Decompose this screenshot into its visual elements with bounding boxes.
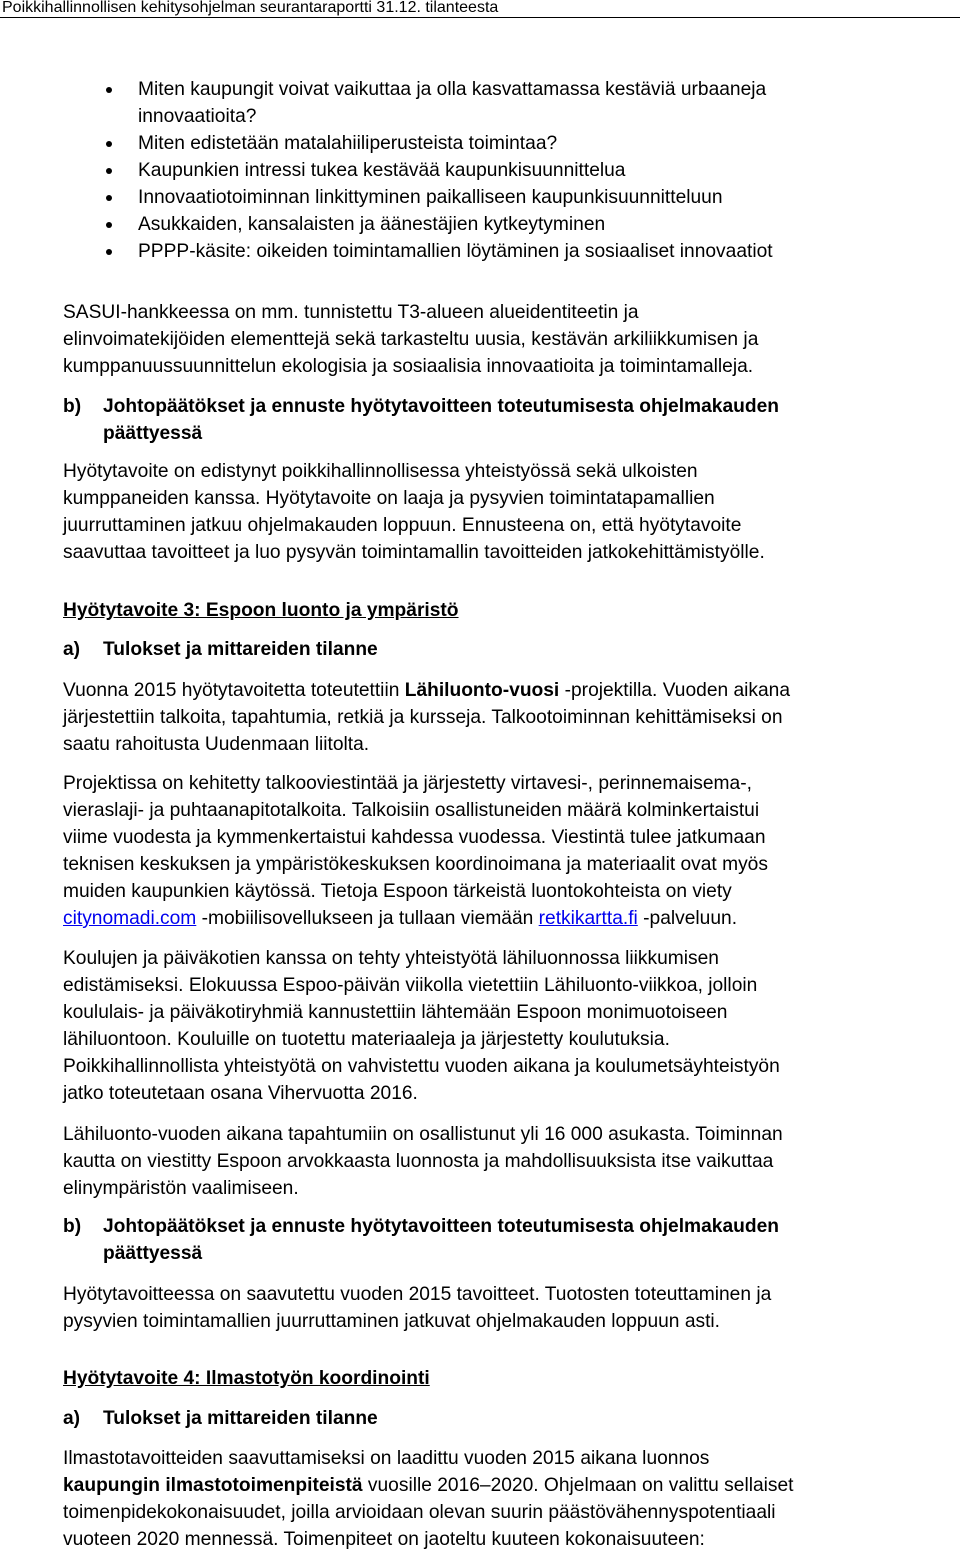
text-line: kautta on viestitty Espoon arvokkaasta luonnosta ja mahdollisuuksista itse vaikuttaa — [63, 1151, 774, 1172]
list-item — [0, 76, 938, 130]
heading-label: a) — [63, 1408, 81, 1429]
heading-label: b) — [63, 1216, 82, 1237]
list-item-text: Miten edistetään matalahiiliperusteista toimintaa? — [138, 133, 558, 154]
heading-text: päättyessä — [103, 423, 203, 444]
section-heading-conclusions — [63, 393, 960, 447]
heading-text: Tulokset ja mittareiden tilanne — [103, 639, 378, 660]
citynomadi-link[interactable]: citynomadi.com — [63, 908, 197, 929]
page-header — [0, 0, 960, 18]
text-line: juurruttaminen jatkuu ohjelmakauden loppuun. Ennusteena on, että hyötytavoite — [63, 515, 742, 536]
text-line: Hyötytavoite on edistynyt poikkihallinnollisessa yhteistyössä sekä ulkoisten — [63, 461, 698, 482]
text-line: -mobiilisovellukseen ja tullaan viemään — [196, 908, 539, 929]
conclusion-paragraph — [63, 458, 960, 566]
title-text: Hyötytavoite 3: Espoon luonto ja ympäristö — [63, 600, 459, 621]
text-line: elinympäristön vaalimiseen. — [63, 1178, 299, 1199]
text-line: pysyvien toimintamallien juurruttaminen jatkuvat ohjelmakauden loppuun asti. — [63, 1311, 721, 1332]
heading-label: b) — [63, 396, 82, 417]
list-item — [0, 238, 938, 265]
bold-text: kaupungin ilmastotoimenpiteistä — [63, 1475, 363, 1496]
goal3-results-heading — [63, 636, 960, 663]
heading-text: päättyessä — [103, 1243, 203, 1264]
text-line: kumppanuussuunnittelun ekologisia ja sosiaalisia innovaatioita ja toimintamalleja. — [63, 356, 754, 377]
text-line: vuosille 2016–2020. Ohjelmaan on valittu sellaiset — [362, 1475, 794, 1496]
text-line: viime vuodesta ja kymmenkertaistui kahdessa vuodessa. Viestintä tulee jatkumaan — [63, 827, 766, 848]
goal3-title — [63, 597, 960, 624]
bold-text: Lähiluonto-vuosi — [404, 680, 560, 701]
text-line: jatko toteutetaan osana Vihervuotta 2016. — [63, 1083, 418, 1104]
question-list — [0, 76, 938, 265]
heading-label: a) — [63, 639, 81, 660]
list-item — [0, 130, 938, 157]
text-line: muiden kaupunkien käytössä. Tietoja Espoon tärkeistä luontokohteista on viety — [63, 881, 732, 902]
text-line: Projektissa on kehitetty talkooviestintää ja järjestetty virtavesi-, perinnemaisema-, — [63, 773, 752, 794]
text-line: Ilmastotavoitteiden saavuttamiseksi on laadittu vuoden 2015 aikana luonnos — [63, 1448, 710, 1469]
text-line: Koulujen ja päiväkotien kanssa on tehty yhteistyötä lähiluonnossa liikkumisen — [63, 948, 719, 969]
list-item-text: Kaupunkien intressi tukea kestävää kaupunkisuunnittelua — [138, 160, 626, 181]
text-line: elinvoimatekijöiden elementtejä sekä tarkasteltu uusia, kestävän arkiliikkumisen ja — [63, 329, 759, 350]
header-title: Poikkihallinnollisen kehitysohjelman seurantaraportti 31.12. tilanteesta — [2, 0, 499, 16]
text-line: Poikkihallinnollista yhteistyötä on vahvistettu vuoden aikana ja koulumetsäyhteistyön — [63, 1056, 780, 1077]
text-line: järjestettiin talkoita, tapahtumia, retkiä ja kursseja. Talkootoiminnan kehittämiseksi on — [63, 707, 783, 728]
text-line: lähiluontoon. Kouluille on tuotettu materiaaleja ja järjestetty koulutuksia. — [63, 1029, 670, 1050]
list-item — [0, 211, 938, 238]
goal3-conclusions-heading — [63, 1213, 960, 1267]
text-line: SASUI-hankkeessa on mm. tunnistettu T3-alueen alueidentiteetin ja — [63, 302, 639, 323]
list-item — [0, 157, 938, 184]
goal4-results-heading — [63, 1405, 960, 1432]
text-line: edistämiseksi. Elokuussa Espoo-päivän viikolla vietettiin Lähiluonto-viikkoa, jolloin — [63, 975, 758, 996]
heading-text: Tulokset ja mittareiden tilanne — [103, 1408, 378, 1429]
list-item-text: PPPP-käsite: oikeiden toimintamallien löytäminen ja sosiaaliset innovaatiot — [138, 241, 773, 262]
sasui-paragraph — [63, 299, 960, 380]
text-line: Lähiluonto-vuoden aikana tapahtumiin on osallistunut yli 16 000 asukasta. Toiminnan — [63, 1124, 783, 1145]
retkikartta-link[interactable]: retkikartta.fi — [538, 908, 638, 929]
text-line: kumppaneiden kanssa. Hyötytavoite on laaja ja pysyvien toimintatapamallien — [63, 488, 715, 509]
text-line: -projektilla. Vuoden aikana — [559, 680, 791, 701]
heading-text: Johtopäätökset ja ennuste hyötytavoitteen toteutumisesta ohjelmakauden — [103, 396, 779, 417]
goal3-paragraph-1 — [63, 677, 960, 758]
list-item-text: Asukkaiden, kansalaisten ja äänestäjien kytkeytyminen — [138, 214, 606, 235]
text-line: toimenpidekokonaisuudet, joilla arvioidaan olevan suurin päästövähennyspotentiaali — [63, 1502, 776, 1523]
list-item-text: innovaatioita? — [138, 106, 257, 127]
goal3-paragraph-2 — [63, 770, 960, 932]
title-text: Hyötytavoite 4: Ilmastotyön koordinointi — [63, 1368, 430, 1389]
text-line: koululais- ja päiväkotiryhmiä kannustettiin lähtemään Espoon monimuotoiseen — [63, 1002, 728, 1023]
list-item-text: Miten kaupungit voivat vaikuttaa ja olla kasvattamassa kestäviä urbaaneja — [138, 79, 767, 100]
goal4-paragraph-1 — [63, 1445, 960, 1553]
text-line: -palveluun. — [637, 908, 738, 929]
text-line: teknisen keskuksen ja ympäristökeskuksen koordinoimana ja materiaalit ovat myös — [63, 854, 768, 875]
text-line: saatu rahoitusta Uudenmaan liitolta. — [63, 734, 370, 755]
list-item-text: Innovaatiotoiminnan linkittyminen paikalliseen kaupunkisuunnitteluun — [138, 187, 723, 208]
text-line: vieraslaji- ja puhtaanapitotalkoita. Talkoisiin osallistuneiden määrä kolminkertaistui — [63, 800, 760, 821]
text-line: saavuttaa tavoitteet ja luo pysyvän toimintamallin tavoitteiden jatkokehittämistyölle. — [63, 542, 765, 563]
text-line: Vuonna 2015 hyötytavoitetta toteutettiin — [63, 680, 405, 701]
text-line: vuoteen 2020 mennessä. Toimenpiteet on jaoteltu kuuteen kokonaisuuteen: — [63, 1529, 705, 1550]
list-item — [0, 184, 938, 211]
goal3-paragraph-5 — [63, 1281, 960, 1335]
text-line: Hyötytavoitteessa on saavutettu vuoden 2015 tavoitteet. Tuotosten toteuttaminen ja — [63, 1284, 772, 1305]
heading-text: Johtopäätökset ja ennuste hyötytavoitteen toteutumisesta ohjelmakauden — [103, 1216, 779, 1237]
goal3-paragraph-4 — [63, 1121, 960, 1202]
goal4-title — [63, 1365, 960, 1392]
goal3-paragraph-3 — [63, 945, 960, 1107]
